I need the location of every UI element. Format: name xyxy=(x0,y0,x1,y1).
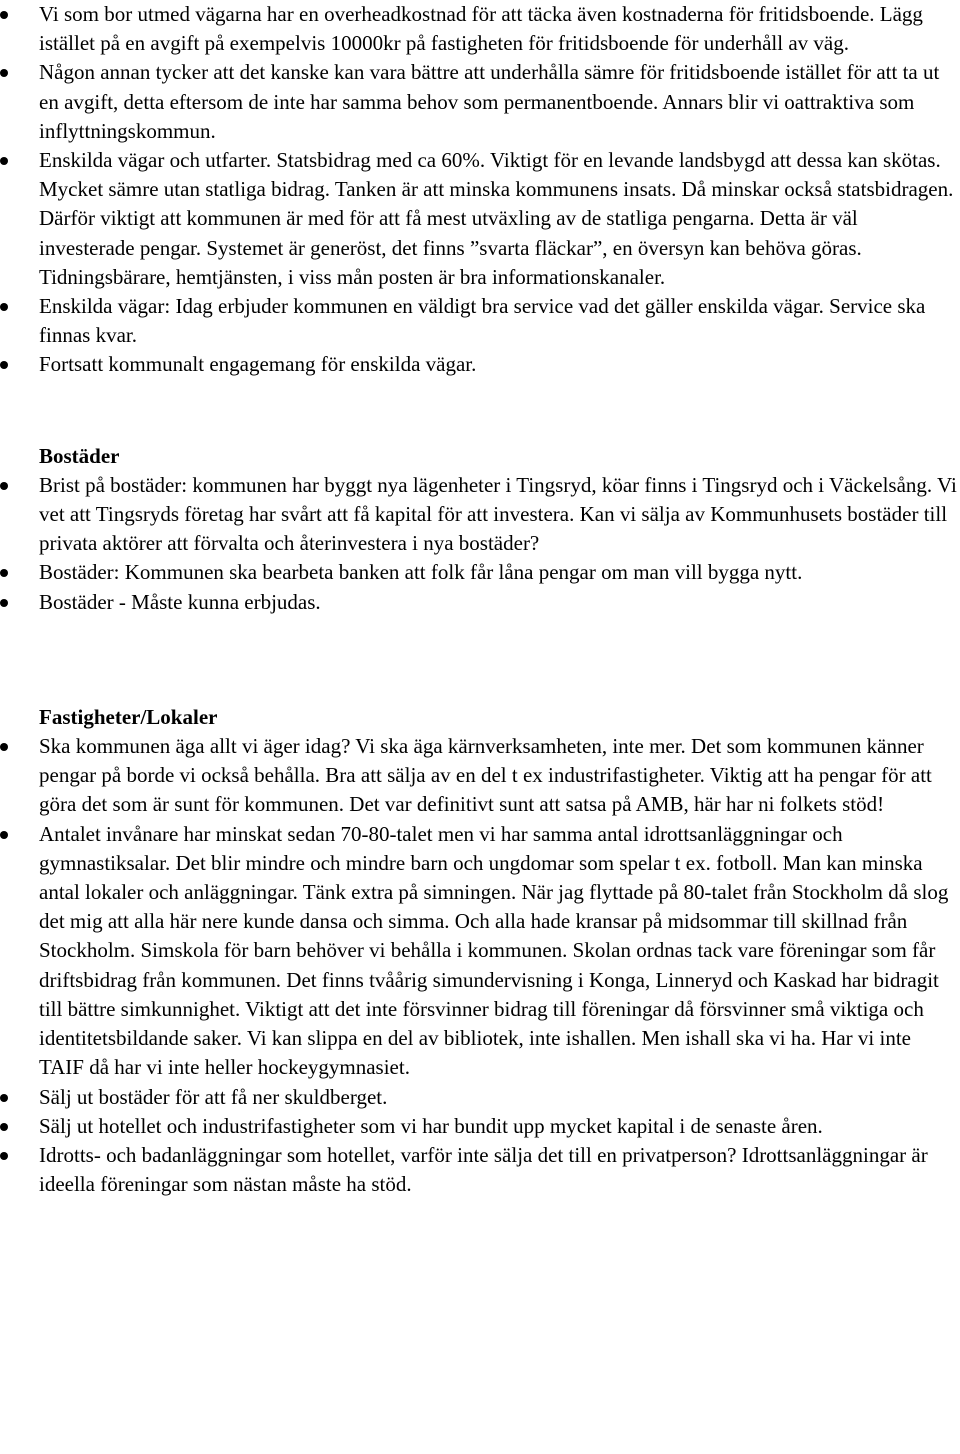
list-item xyxy=(0,1083,960,1112)
bullet-list-roads xyxy=(0,0,960,380)
list-item xyxy=(0,820,960,1083)
bullet-icon xyxy=(0,1123,8,1131)
bullet-icon xyxy=(0,599,8,607)
list-item xyxy=(0,58,960,146)
list-item-text: Någon annan tycker att det kanske kan vara bättre att underhålla sämre för fritidsboende istället för att ta ut en avgift, detta eftersom de inte har samma behov som permanentboende. Annars blir vi oattraktiva som inflyttningskommun. xyxy=(39,60,940,143)
list-item-text: Enskilda vägar: Idag erbjuder kommunen en väldigt bra service vad det gäller enskilda vägar. Service ska finnas kvar. xyxy=(39,294,926,348)
bullet-list-fastigheter xyxy=(0,732,960,1199)
list-item xyxy=(0,732,960,820)
bullet-icon xyxy=(0,743,8,751)
list-item-text: Sälj ut hotellet och industrifastigheter som vi har bundit upp mycket kapital i de senaste åren. xyxy=(39,1113,823,1138)
bullet-list-bostader xyxy=(0,471,960,617)
list-item xyxy=(0,350,960,379)
bullet-icon xyxy=(0,482,8,490)
list-item xyxy=(0,1112,960,1141)
section-fastigheter xyxy=(0,703,960,1199)
list-item xyxy=(0,292,960,350)
list-item-text: Antalet invånare har minskat sedan 70-80-talet men vi har samma antal idrottsanläggningar och gymnastiksalar. Det blir mindre och mindre barn och ungdomar som spelar t ex. fotboll. Man kan minska antal lokaler och anläggningar. Tänk extra på simningen. När jag flyttade på 80-talet från Stockholm då slog det mig att alla här nere kunde dansa och simma. Och alla hade kransar på midsommar till skillnad från Stockholm. Simskola för barn behöver vi behålla i kommunen. Skolan ordnas tack vare föreningar som får driftsbidrag från kommunen. Det finns tvåårig simundervisning i Konga, Linneryd och Kaskad har bidragit till bättre simkunnighet. Viktigt att det inte försvinner bidrag till föreningar då försvinner små viktiga och identitetsbildande saker. Vi kan slippa en del av bibliotek, inte ishallen. Men ishall ska vi ha. Har vi inte TAIF då har vi inte heller hockeygymnasiet. xyxy=(39,821,949,1080)
bullet-icon xyxy=(0,1094,8,1102)
list-item xyxy=(0,588,960,617)
list-item-text: Bostäder - Måste kunna erbjudas. xyxy=(39,589,321,614)
section-roads xyxy=(0,0,960,380)
list-item-text: Bostäder: Kommunen ska bearbeta banken att folk får låna pengar om man vill bygga nytt. xyxy=(39,560,803,585)
bullet-icon xyxy=(0,11,8,19)
bullet-icon xyxy=(0,569,8,577)
list-item-text: Ska kommunen äga allt vi äger idag? Vi ska äga kärnverksamheten, inte mer. Det som kommunen känner pengar på borde vi också behålla. Bra att sälja av en del t ex industrifastigheter. Viktig att ha pengar för att göra det som är sunt för kommunen. Det var definitivt sunt att satsa på AMB, här har ni folkets stöd! xyxy=(39,734,932,817)
list-item xyxy=(0,471,960,559)
list-item-text: Fortsatt kommunalt engagemang för enskilda vägar. xyxy=(39,352,477,377)
list-item-text: Brist på bostäder: kommunen har byggt nya lägenheter i Tingsryd, köar finns i Tingsryd och i Väckelsång. Vi vet att Tingsryds företag har svårt att få kapital för att investera. Kan vi sälja av Kommunhusets bostäder till privata aktörer att förvalta och återinvestera i nya bostäder? xyxy=(39,472,957,556)
list-item xyxy=(0,1141,960,1199)
bullet-icon xyxy=(0,303,8,311)
bullet-icon xyxy=(0,1152,8,1160)
list-item-text: Sälj ut bostäder för att få ner skuldberget. xyxy=(39,1084,388,1109)
list-item xyxy=(0,146,960,292)
section-heading-bostader: Bostäder xyxy=(39,443,120,468)
section-heading-fastigheter: Fastigheter/Lokaler xyxy=(39,704,218,729)
list-item-text: Enskilda vägar och utfarter. Statsbidrag med ca 60%. Viktigt för en levande landsbygd att dessa kan skötas. Mycket sämre utan statliga bidrag. Tanken är att minska kommunens insats. Då minskar också statsbidragen. Därför viktigt att kommunen är med för att få mest utväxling av de statliga pengarna. Detta är väl investerade pengar. Systemet är generöst, det finns ”svarta fläckar”, en översyn kan behöva göras. Tidningsbärare, hemtjänsten, i viss mån posten är bra informationskanaler. xyxy=(39,148,954,289)
list-item xyxy=(0,0,960,58)
section-bostader xyxy=(0,442,960,617)
list-item xyxy=(0,558,960,587)
list-item-text: Idrotts- och badanläggningar som hotellet, varför inte sälja det till en privatperson? Idrottsanläggningar är ideella föreningar som nästan måste ha stöd. xyxy=(39,1142,928,1197)
bullet-icon xyxy=(0,831,8,839)
bullet-icon xyxy=(0,69,8,77)
list-item-text: Vi som bor utmed vägarna har en overheadkostnad för att täcka även kostnaderna för fritidsboende. Lägg istället på en avgift på exempelvis 10000kr på fastigheten för fritidsboende för underhåll av väg. xyxy=(39,2,923,56)
bullet-icon xyxy=(0,361,8,369)
bullet-icon xyxy=(0,157,8,165)
